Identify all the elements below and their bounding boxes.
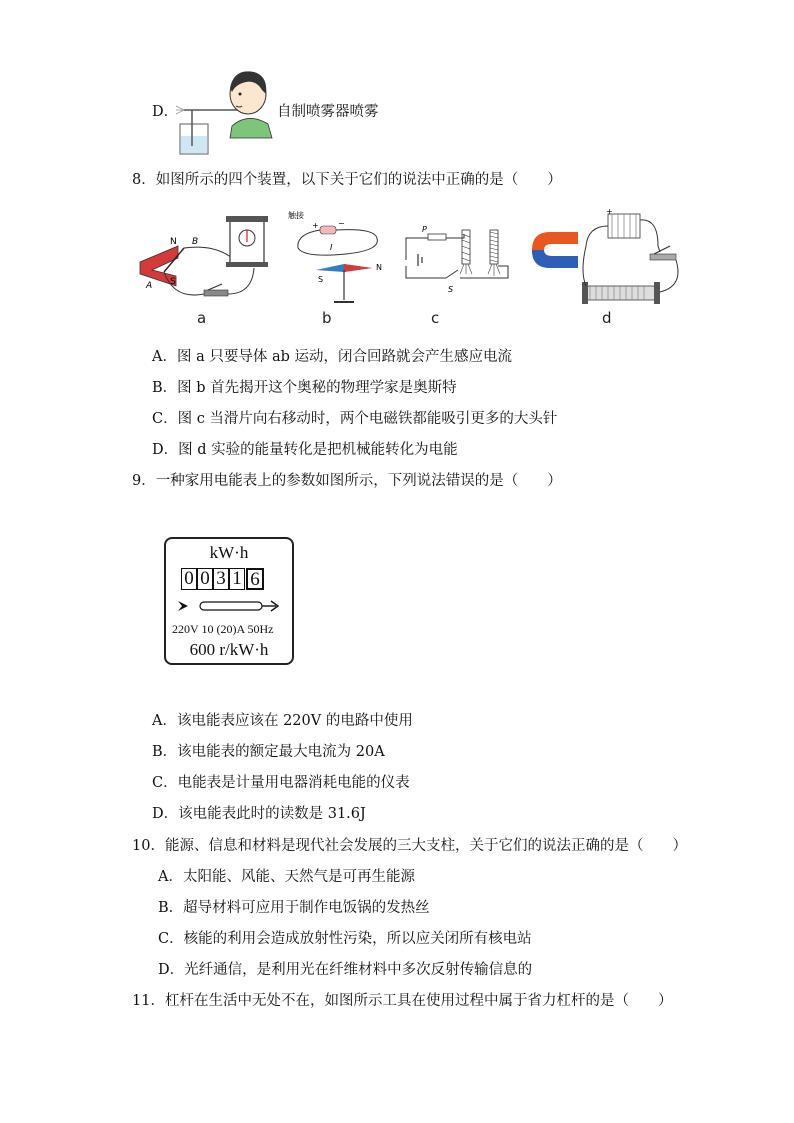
meter-digit: 3 <box>213 568 229 590</box>
q10-option-d: D．光纤通信，是利用光在纤维材料中多次反射传输信息的 <box>158 962 533 978</box>
fig-b-current: I <box>330 243 333 252</box>
q10-option-c: C．核能的利用会造成放射性污染，所以应关闭所有核电站 <box>158 931 532 947</box>
meter-digits <box>181 568 264 590</box>
fig-b-n: N <box>376 263 382 272</box>
q8-stem: 8．如图所示的四个装置，以下关于它们的说法中正确的是（ ） <box>132 172 562 188</box>
fig-c-p: P <box>422 225 427 234</box>
q8-option-c: C．图 c 当滑片向右移动时，两个电磁铁都能吸引更多的大头针 <box>152 411 558 427</box>
fig-a-label-a: A <box>146 281 153 291</box>
fig-a-label-b: B <box>192 237 199 247</box>
sprayer-figure <box>176 66 276 160</box>
q9-option-d: D．该电能表此时的读数是 31.6J <box>152 806 366 822</box>
q7-option-d-letter: D． <box>152 104 179 120</box>
meter-digit: 0 <box>181 568 197 590</box>
energy-meter-figure <box>164 537 294 665</box>
figure-d-motor <box>528 206 688 310</box>
fig-b-plus: + <box>312 221 319 230</box>
q9-option-a: A．该电能表应该在 220V 的电路中使用 <box>152 713 413 729</box>
figure-a-induction <box>134 214 274 304</box>
fig-b-touch-label: 触接 <box>288 211 304 220</box>
meter-unit: kW·h <box>209 543 249 562</box>
figure-label-c: c <box>431 309 440 327</box>
fig-a-label-s: S <box>170 277 176 287</box>
meter-digit-decimal: 6 <box>246 568 264 590</box>
fig-a-label-n: N <box>170 237 177 247</box>
fig-b-s: S <box>318 275 324 284</box>
q11-stem: 11．杠杆在生活中无处不在，如图所示工具在使用过程中属于省力杠杆的是（ ） <box>132 993 673 1009</box>
figure-label-d: d <box>602 309 612 327</box>
q9-option-c: C．电能表是计量用电器消耗电能的仪表 <box>152 775 410 791</box>
fig-c-s: S <box>448 285 454 294</box>
meter-digit: 1 <box>229 568 245 590</box>
meter-spec: 220V 10 (20)A 50Hz <box>172 622 274 636</box>
svg-text:+: + <box>606 207 613 216</box>
q8-option-b: B．图 b 首先揭开这个奥秘的物理学家是奥斯特 <box>152 380 457 396</box>
meter-digit: 0 <box>197 568 213 590</box>
figure-label-a: a <box>197 309 207 327</box>
q7-option-d-text: 自制喷雾器喷雾 <box>277 104 379 120</box>
q9-option-b: B．该电能表的额定最大电流为 20A <box>152 744 385 760</box>
meter-rev-constant: 600 r/kW·h <box>189 640 269 659</box>
q10-option-a: A．太阳能、风能、天然气是可再生能源 <box>158 869 415 885</box>
q10-stem: 10．能源、信息和材料是现代社会发展的三大支柱，关于它们的说法正确的是（ ） <box>132 838 687 854</box>
q10-option-b: B．超导材料可应用于制作电饭锅的发热丝 <box>158 900 430 916</box>
figure-label-b: b <box>322 309 332 327</box>
q9-stem: 9．一种家用电能表上的参数如图所示，下列说法错误的是（ ） <box>132 473 562 489</box>
figure-b-oersted <box>286 208 386 308</box>
meter-disc-indicator <box>178 598 282 614</box>
q8-option-d: D．图 d 实验的能量转化是把机械能转化为电能 <box>152 442 458 458</box>
fig-b-minus: − <box>338 219 345 228</box>
q8-option-a: A．图 a 只要导体 ab 运动，闭合回路就会产生感应电流 <box>152 349 512 365</box>
figure-c-electromagnets <box>402 220 512 300</box>
